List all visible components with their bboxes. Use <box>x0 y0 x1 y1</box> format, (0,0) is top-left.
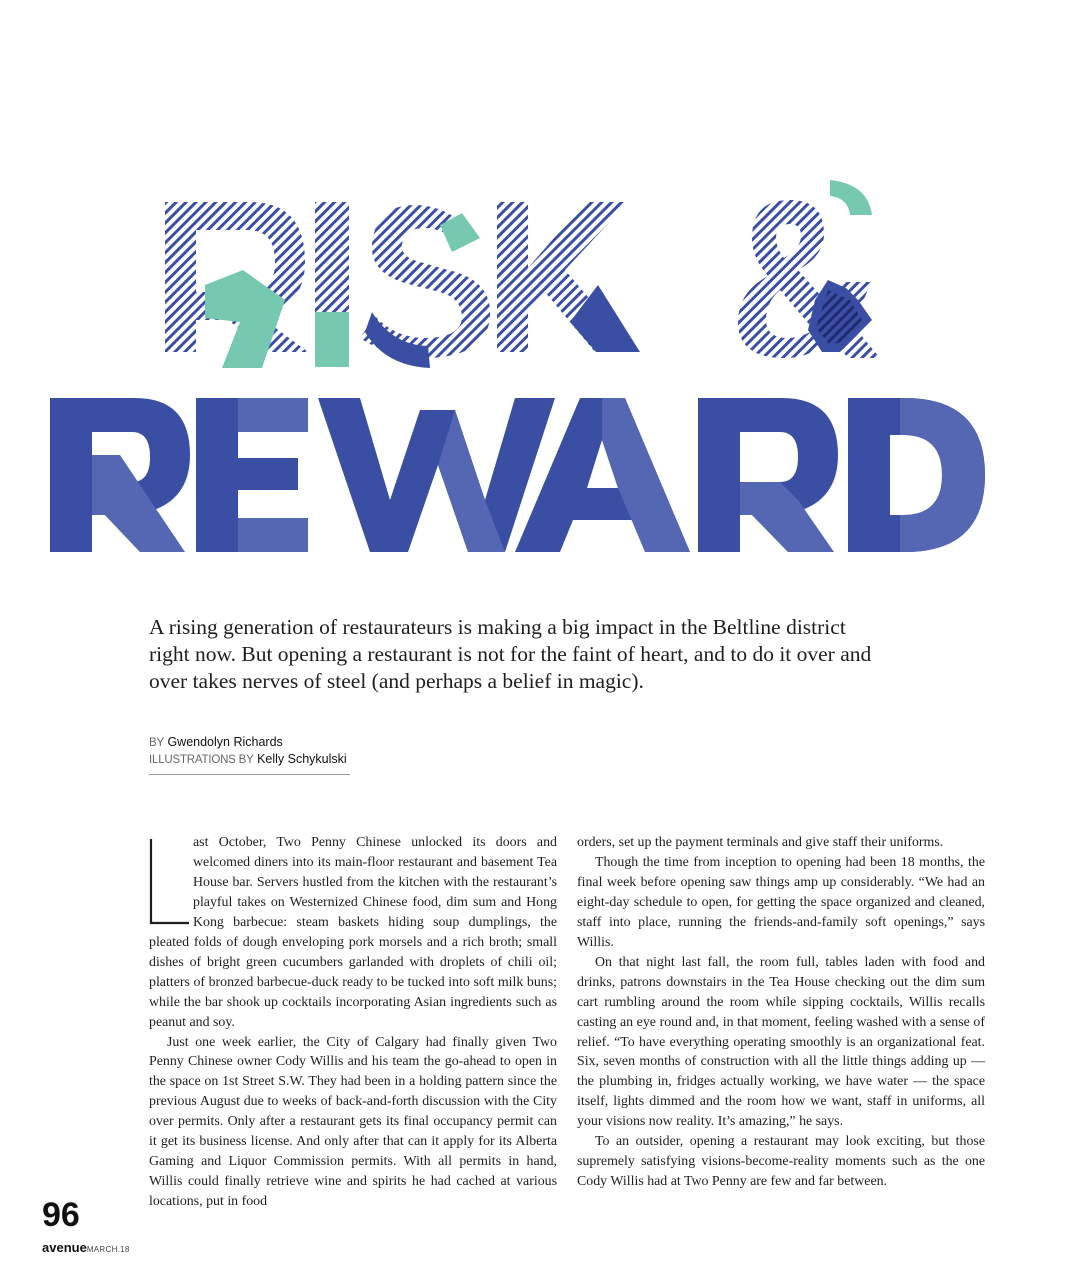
headline-illustration <box>0 0 1072 600</box>
body-paragraph: To an outsider, opening a restaurant may look exciting, but those supremely satisfying visions-become-reality moments such as the one Cody Willis had at Two Penny are few and far between. <box>577 1134 985 1190</box>
byline-by-label: BY <box>149 737 164 749</box>
headline-art <box>0 0 1072 600</box>
headline-reward-letters <box>50 398 985 552</box>
body-paragraph: orders, set up the payment terminals and give staff their uniforms. <box>577 835 944 850</box>
magazine-brand: avenue <box>42 1240 87 1255</box>
byline-author: Gwendolyn Richards <box>167 735 283 749</box>
drop-cap <box>149 837 193 925</box>
body-paragraph: Though the time from inception to opening had been 18 months, the final week before opening saw things amp up considerably. “We had an eight-day schedule to open, for getting the space organized and cleaned, staff into place, running the friends-and-family soft openings,” says Willis. <box>577 854 985 950</box>
issue-date: MARCH.18 <box>86 1245 130 1254</box>
body-paragraph: On that night last fall, the room full, tables laden with food and drinks, patrons downstairs in the Tea House checking out the dim sum cart rumbling around the room while sipping cocktails, Willis recalls casting an eye round and, in that moment, feeling washed with a sense of relief. “To have everything operating smoothly is an organizational feat. Six, seven months of construction with all the little things adding up — the plumbing in, fridges actually working, we have water — the space itself, lights dimmed and the room how we want, staff in uniforms, all your visions now reality. It’s amazing,” he says. <box>577 954 985 1130</box>
page-number: 96 <box>42 1196 80 1234</box>
body-paragraph: Just one week earlier, the City of Calgary had finally given Two Penny Chinese owner Cody Willis and his team the go-ahead to open in the space on 1st Street S.W. They had been in a holding pattern since the previous August due to weeks of back-and-forth discussion with the City over permits. Only after a restaurant gets its final occupancy permit can it get its business license. And only after that can it apply for its Alberta Gaming and Liquor Commission permits. With all permits in hand, Willis could finally retrieve wine and spirits he had cached at various locations, put in food <box>149 1034 557 1210</box>
magazine-footer <box>42 1240 130 1255</box>
byline-illustrator: Kelly Schykulski <box>257 752 347 766</box>
body-paragraph: ast October, Two Penny Chinese unlocked its doors and welcomed diners into its main-floor restaurant and basement Tea House bar. Servers hustled from the kitchen with the restaurant’s playful takes on Westernized Chinese food, dim sum and Hong Kong barbecue: steam baskets hiding soup dumplings, the pleated folds of dough enveloping pork morsels and a rich broth; small dishes of bright green cucumbers garlanded with droplets of chili oil; platters of bronzed barbecue-duck ready to be tucked into soft milk buns; while the bar shook up cocktails incorporating Asian ingredients such as peanut and soy. <box>149 835 557 1030</box>
body-column-left <box>149 833 557 1212</box>
drop-cap-glyph <box>149 837 193 925</box>
article-deck: A rising generation of restaurateurs is making a big impact in the Beltline district right now. But opening a restaurant is not for the faint of heart, and to do it over and over takes nerves of steel (and perhaps a belief in magic). <box>149 615 872 693</box>
byline <box>149 734 350 775</box>
body-column-right <box>577 833 985 1192</box>
byline-illustrations-label: ILLUSTRATIONS BY <box>149 754 254 766</box>
